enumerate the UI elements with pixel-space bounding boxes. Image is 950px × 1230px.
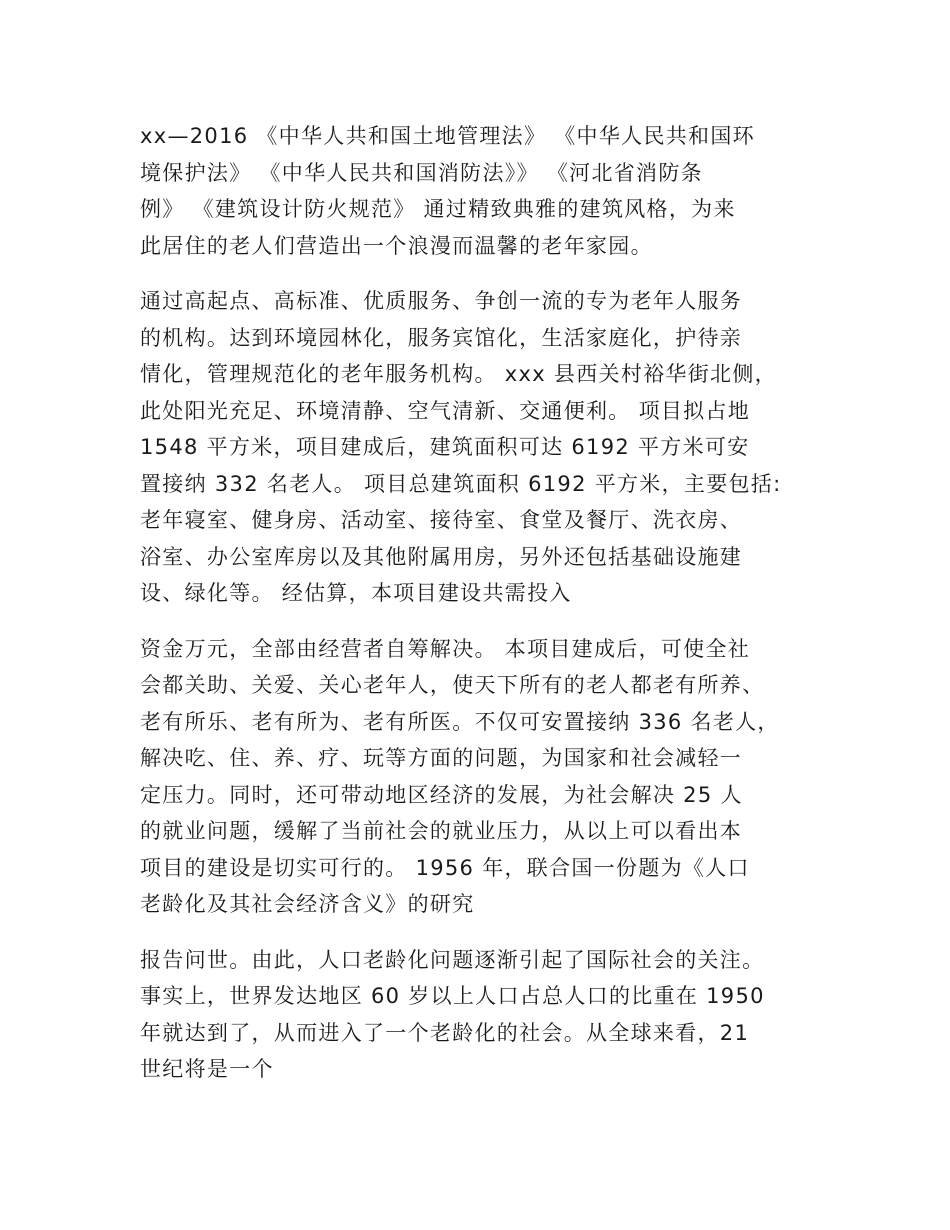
text-line: 世纪将是一个 (140, 1057, 274, 1081)
paragraph-project-overview (140, 283, 830, 612)
text-line: 置接纳 332 名老人。 项目总建筑面积 6192 平方米，主要包括: (140, 471, 782, 496)
text-line: 资金万元，全部由经营者自筹解决。 本项目建成后，可使全社 (140, 636, 751, 661)
text-line: 例》 《建筑设计防火规范》 通过精致典雅的建筑风格，为来 (140, 197, 736, 221)
document-body (140, 118, 830, 1088)
text-line: 境保护法》 《中华人民共和国消防法》》 《河北省消防条 (140, 160, 703, 185)
text-line: 浴室、办公室库房以及其他附属用房，另外还包括基础设施建 (140, 544, 743, 569)
text-line: 设、绿化等。 经估算，本项目建设共需投入 (140, 581, 572, 605)
text-line: 情化，管理规范化的老年服务机构。 xxx 县西关村裕华街北侧， (140, 362, 777, 386)
text-line: 事实上，世界发达地区 60 岁以上人口占总人口的比重在 1950 (140, 984, 765, 1008)
text-line: 老龄化及其社会经济含义》的研究 (140, 892, 475, 916)
text-line: 会都关助、关爱、关心老年人，使天下所有的老人都老有所养、 (140, 673, 765, 697)
paragraph-funding-benefits (140, 631, 830, 923)
text-line: 老年寝室、健身房、活动室、接待室、食堂及餐厅、洗衣房、 (140, 508, 743, 532)
text-line: xx—2016 《中华人共和国土地管理法》 《中华人民共和国环 (140, 124, 755, 148)
text-line: 项目的建设是切实可行的。 1956 年，联合国一份题为《人口 (140, 855, 750, 880)
text-line: 1548 平方米，项目建成后，建筑面积可达 6192 平方米可安 (140, 435, 750, 459)
paragraph-aging-background (140, 942, 830, 1088)
text-line: 报告问世。由此，人口老龄化问题逐渐引起了国际社会的关注。 (140, 947, 765, 972)
text-line: 的机构。达到环境园林化，服务宾馆化，生活家庭化，护待亲 (140, 325, 743, 350)
text-line: 老有所乐、老有所为、老有所医。不仅可安置接纳 336 名老人， (140, 709, 780, 734)
paragraph-regulations (140, 118, 830, 264)
text-line: 年就达到了，从而进入了一个老龄化的社会。从全球来看，21 (140, 1020, 750, 1045)
text-line: 定压力。同时，还可带动地区经济的发展，为社会解决 25 人 (140, 782, 743, 807)
text-line: 此处阳光充足、环境清静、空气清新、交通便利。 项目拟占地 (140, 398, 751, 423)
text-line: 解决吃、住、养、疗、玩等方面的问题，为国家和社会减轻一 (140, 746, 743, 770)
text-line: 此居住的老人们营造出一个浪漫而温馨的老年家园。 (140, 233, 653, 258)
text-line: 的就业问题，缓解了当前社会的就业压力，从以上可以看出本 (140, 819, 743, 843)
text-line: 通过高起点、高标准、优质服务、争创一流的专为老年人服务 (140, 289, 743, 313)
